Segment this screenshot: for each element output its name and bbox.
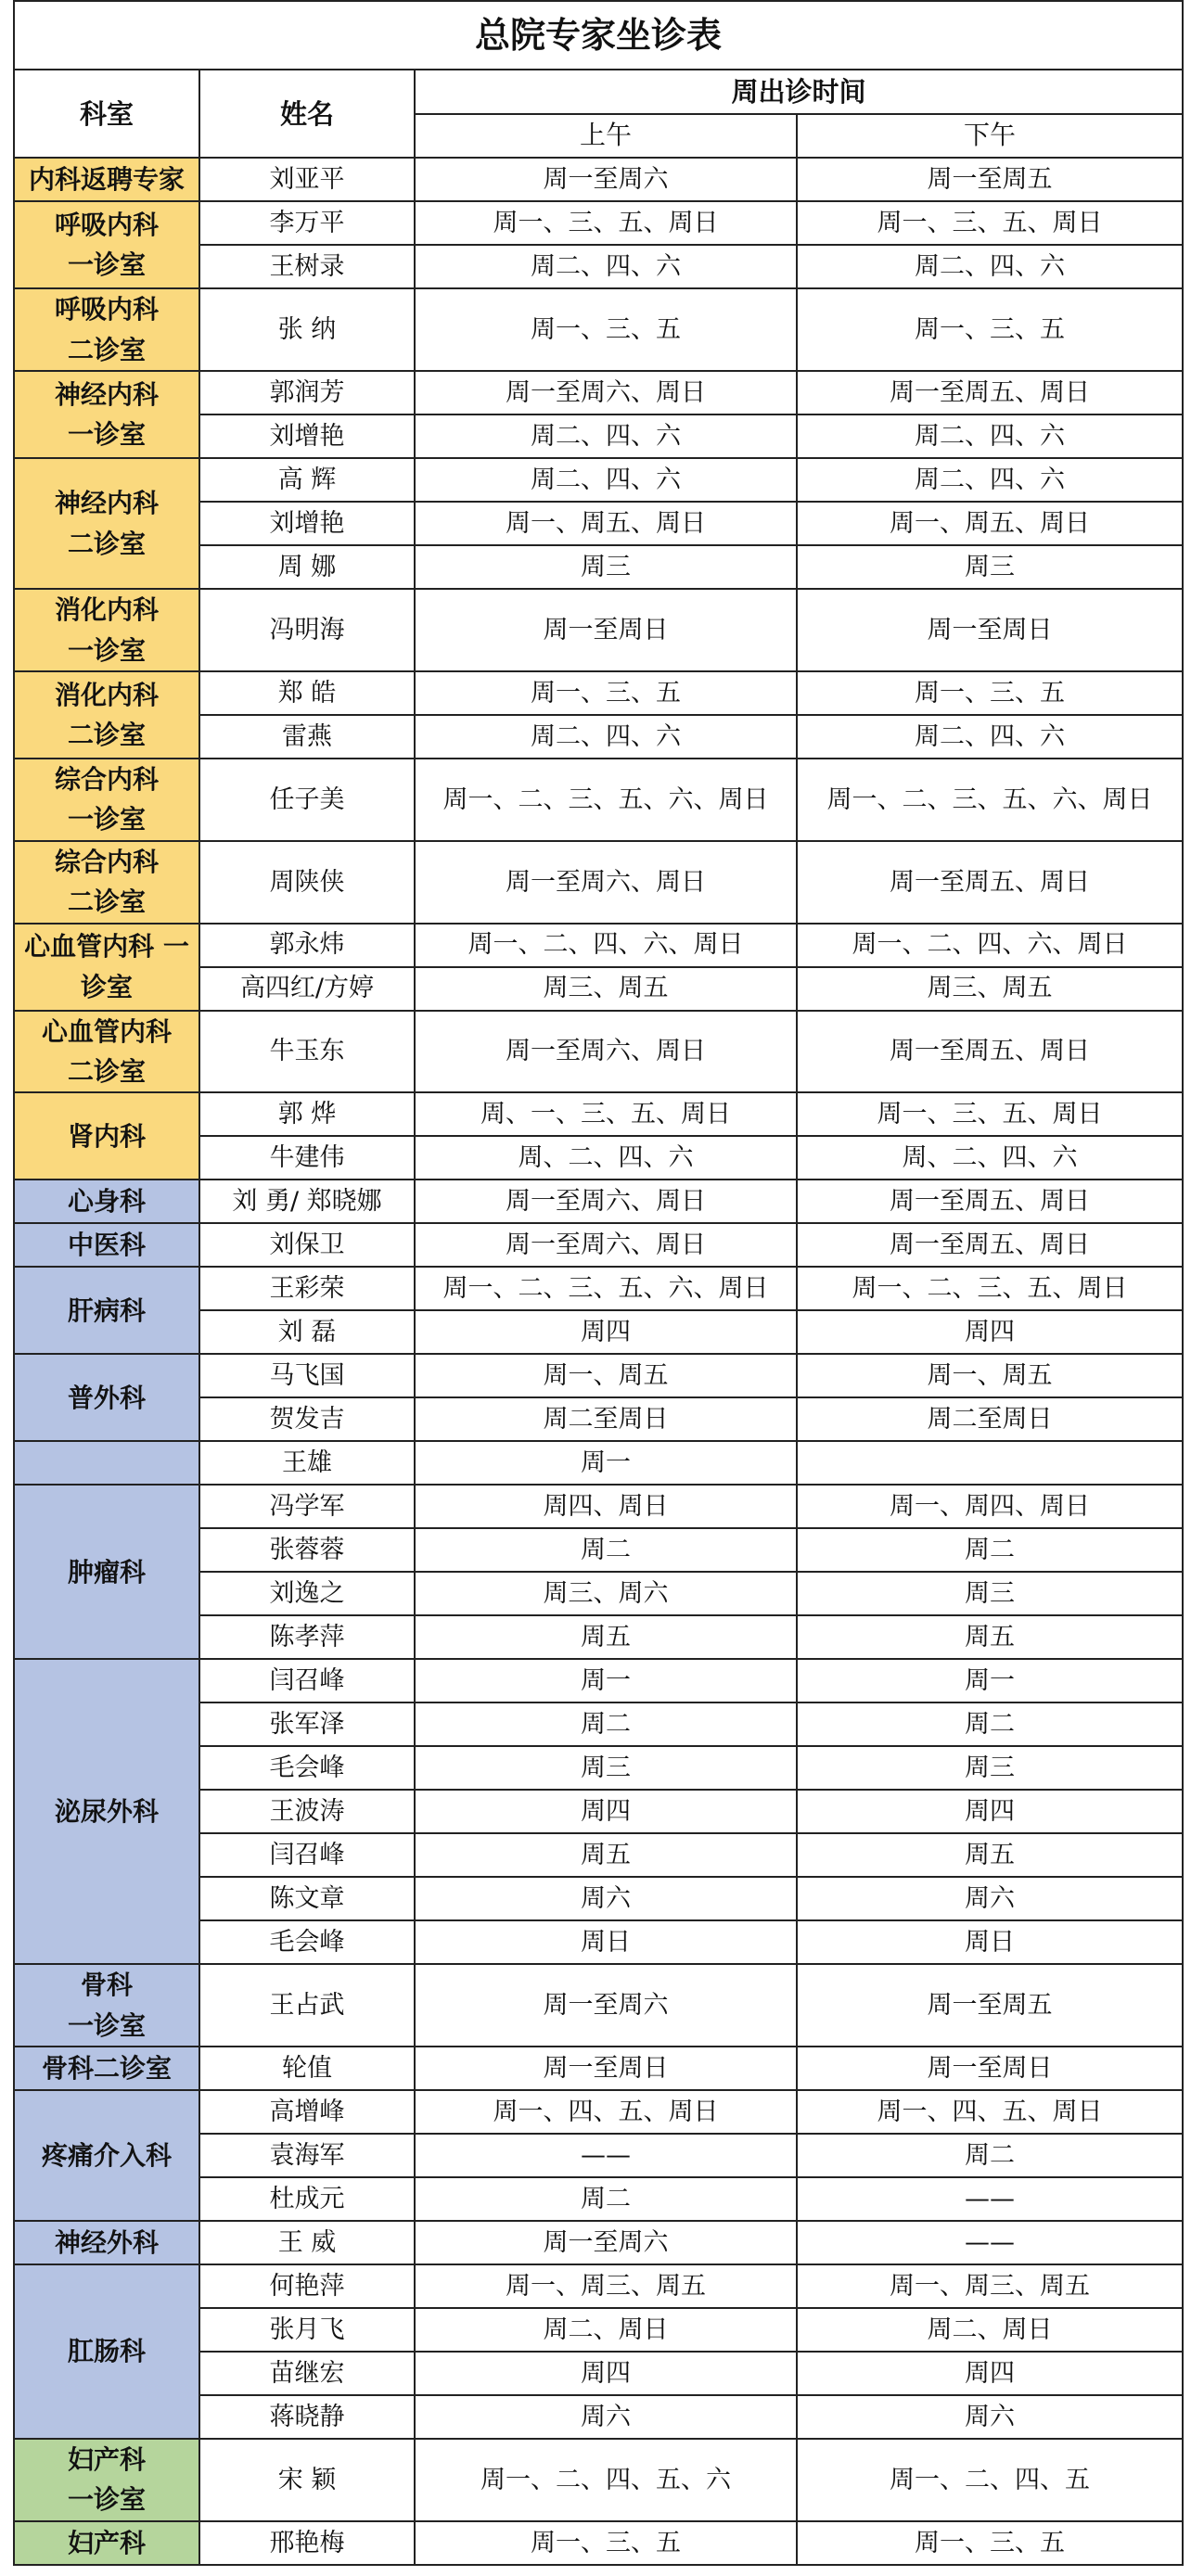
morning-cell: 周四 <box>415 2352 797 2395</box>
table-row <box>14 2221 1183 2264</box>
morning-cell: 周一至周六、周日 <box>415 1223 797 1267</box>
afternoon-cell: 周一至周五、周日 <box>797 1180 1183 1223</box>
doctor-name-cell: 张 纳 <box>199 288 415 371</box>
doctor-name-cell: 郭永炜 <box>199 924 415 967</box>
afternoon-cell: 周二 <box>797 1528 1183 1572</box>
table-row <box>14 1223 1183 1267</box>
doctor-name-cell: 王波涛 <box>199 1790 415 1833</box>
morning-cell: —— <box>415 2134 797 2177</box>
morning-cell: 周二 <box>415 2177 797 2221</box>
doctor-name-cell: 邢艳梅 <box>199 2521 415 2565</box>
afternoon-cell: 周一至周五 <box>797 1964 1183 2047</box>
dept-cell: 骨科二诊室 <box>14 2047 199 2090</box>
table-row <box>14 1354 1183 1397</box>
afternoon-cell: 周二至周日 <box>797 1397 1183 1441</box>
morning-cell: 周三 <box>415 545 797 589</box>
morning-cell: 周一至周六 <box>415 2221 797 2264</box>
morning-cell: 周一、二、三、五、六、周日 <box>415 759 797 841</box>
morning-cell: 周五 <box>415 1833 797 1877</box>
doctor-name-cell: 宋 颖 <box>199 2439 415 2521</box>
dept-cell <box>14 1441 199 1485</box>
afternoon-cell: 周一、周五 <box>797 1354 1183 1397</box>
morning-cell: 周二、周日 <box>415 2308 797 2352</box>
afternoon-cell: 周一 <box>797 1659 1183 1702</box>
doctor-name-cell: 高增峰 <box>199 2090 415 2134</box>
afternoon-cell: 周四 <box>797 1790 1183 1833</box>
morning-cell: 周一、四、五、周日 <box>415 2090 797 2134</box>
table-row <box>14 1659 1183 1702</box>
morning-cell: 周一、周三、周五 <box>415 2264 797 2308</box>
afternoon-cell: 周一、四、五、周日 <box>797 2090 1183 2134</box>
doctor-name-cell: 王雄 <box>199 1441 415 1485</box>
schedule-sheet <box>13 0 1182 2576</box>
header-dept: 科室 <box>14 70 199 158</box>
morning-cell: 周一、周五、周日 <box>415 502 797 545</box>
table-row <box>14 1092 1183 1136</box>
morning-cell: 周一、二、三、五、六、周日 <box>415 1267 797 1310</box>
table-row <box>14 1441 1183 1485</box>
table-row <box>14 201 1183 245</box>
morning-cell: 周一、三、五 <box>415 671 797 715</box>
table-row <box>14 158 1183 201</box>
morning-cell: 周、二、四、六 <box>415 1136 797 1180</box>
morning-cell: 周、一、三、五、周日 <box>415 1092 797 1136</box>
doctor-name-cell: 周 娜 <box>199 545 415 589</box>
dept-cell: 肛肠科 <box>14 2264 199 2439</box>
table-row <box>14 288 1183 371</box>
doctor-name-cell: 毛会峰 <box>199 1746 415 1790</box>
doctor-name-cell: 杜成元 <box>199 2177 415 2221</box>
afternoon-cell: 周三 <box>797 545 1183 589</box>
afternoon-cell: 周六 <box>797 1877 1183 1920</box>
morning-cell: 周一、三、五 <box>415 288 797 371</box>
morning-cell: 周三、周六 <box>415 1572 797 1615</box>
dept-cell: 心血管内科 一 诊室 <box>14 924 199 1011</box>
afternoon-cell: 周四 <box>797 1310 1183 1354</box>
doctor-name-cell: 刘增艳 <box>199 414 415 458</box>
morning-cell: 周一、周五 <box>415 1354 797 1397</box>
doctor-name-cell: 雷燕 <box>199 715 415 759</box>
morning-cell: 周一、三、五、周日 <box>415 201 797 245</box>
dept-cell: 消化内科 二诊室 <box>14 671 199 759</box>
morning-cell: 周四 <box>415 1310 797 1354</box>
afternoon-cell: 周一、三、五 <box>797 288 1183 371</box>
afternoon-cell: 周一至周五 <box>797 158 1183 201</box>
table-row <box>14 1180 1183 1223</box>
afternoon-cell: 周一、二、四、五 <box>797 2439 1183 2521</box>
table-row <box>14 2439 1183 2521</box>
morning-cell: 周四 <box>415 1790 797 1833</box>
morning-cell: 周二、四、六 <box>415 715 797 759</box>
doctor-name-cell: 刘逸之 <box>199 1572 415 1615</box>
afternoon-cell: 周一、三、五 <box>797 2521 1183 2565</box>
afternoon-cell: 周一至周日 <box>797 2047 1183 2090</box>
dept-cell: 神经外科 <box>14 2221 199 2264</box>
table-row <box>14 458 1183 502</box>
doctor-name-cell: 刘 勇/ 郑晓娜 <box>199 1180 415 1223</box>
morning-cell: 周一至周六、周日 <box>415 1011 797 1093</box>
dept-cell: 神经内科 二诊室 <box>14 458 199 589</box>
morning-cell: 周一至周日 <box>415 2047 797 2090</box>
doctor-name-cell: 陈文章 <box>199 1877 415 1920</box>
afternoon-cell: 周五 <box>797 1833 1183 1877</box>
doctor-name-cell: 郭润芳 <box>199 371 415 414</box>
afternoon-cell: 周一、三、五、周日 <box>797 1092 1183 1136</box>
afternoon-cell: 周六 <box>797 2395 1183 2439</box>
afternoon-cell: 周三 <box>797 1746 1183 1790</box>
doctor-name-cell: 冯学军 <box>199 1485 415 1528</box>
table-row <box>14 1964 1183 2047</box>
doctor-name-cell: 刘保卫 <box>199 1223 415 1267</box>
table-row <box>14 759 1183 841</box>
morning-cell: 周日 <box>415 1920 797 1964</box>
afternoon-cell: 周一、三、五、周日 <box>797 201 1183 245</box>
dept-cell: 妇产科 一诊室 <box>14 2439 199 2521</box>
table-row <box>14 1011 1183 1093</box>
dept-cell: 心血管内科 二诊室 <box>14 1011 199 1093</box>
morning-cell: 周一、二、四、五、六 <box>415 2439 797 2521</box>
morning-cell: 周一至周六、周日 <box>415 841 797 924</box>
afternoon-cell: 周三 <box>797 1572 1183 1615</box>
afternoon-cell: 周二、周日 <box>797 2308 1183 2352</box>
table-row <box>14 1267 1183 1310</box>
morning-cell: 周二至周日 <box>415 1397 797 1441</box>
doctor-name-cell: 郭 烨 <box>199 1092 415 1136</box>
doctor-name-cell: 蒋晓静 <box>199 2395 415 2439</box>
morning-cell: 周一、二、四、六、周日 <box>415 924 797 967</box>
doctor-name-cell: 刘 磊 <box>199 1310 415 1354</box>
morning-cell: 周二 <box>415 1528 797 1572</box>
dept-cell: 普外科 <box>14 1354 199 1441</box>
afternoon-cell: 周二 <box>797 1702 1183 1746</box>
doctor-name-cell: 牛建伟 <box>199 1136 415 1180</box>
afternoon-cell: —— <box>797 2221 1183 2264</box>
table-row <box>14 2264 1183 2308</box>
doctor-name-cell: 闫召峰 <box>199 1833 415 1877</box>
doctor-name-cell: 刘亚平 <box>199 158 415 201</box>
afternoon-cell: 周三、周五 <box>797 967 1183 1011</box>
doctor-name-cell: 毛会峰 <box>199 1920 415 1964</box>
afternoon-cell: 周一、二、四、六、周日 <box>797 924 1183 967</box>
afternoon-cell: 周一至周五、周日 <box>797 1011 1183 1093</box>
doctor-name-cell: 袁海军 <box>199 2134 415 2177</box>
afternoon-cell: 周一、二、三、五、周日 <box>797 1267 1183 1310</box>
afternoon-cell: 周、二、四、六 <box>797 1136 1183 1180</box>
morning-cell: 周一、三、五 <box>415 2521 797 2565</box>
doctor-name-cell: 贺发吉 <box>199 1397 415 1441</box>
dept-cell: 呼吸内科 一诊室 <box>14 201 199 288</box>
table-row <box>14 2090 1183 2134</box>
doctor-name-cell: 高 辉 <box>199 458 415 502</box>
dept-cell: 肝病科 <box>14 1267 199 1354</box>
doctor-name-cell: 王 威 <box>199 2221 415 2264</box>
table-row <box>14 589 1183 671</box>
afternoon-cell: 周二、四、六 <box>797 715 1183 759</box>
morning-cell: 周六 <box>415 1877 797 1920</box>
table-row <box>14 371 1183 414</box>
morning-cell: 周一至周日 <box>415 589 797 671</box>
table-row <box>14 2047 1183 2090</box>
header-pm: 下午 <box>797 114 1183 158</box>
morning-cell: 周三 <box>415 1746 797 1790</box>
doctor-name-cell: 刘增艳 <box>199 502 415 545</box>
doctor-name-cell: 轮值 <box>199 2047 415 2090</box>
afternoon-cell: 周二、四、六 <box>797 245 1183 288</box>
morning-cell: 周一至周六 <box>415 158 797 201</box>
morning-cell: 周一至周六 <box>415 1964 797 2047</box>
morning-cell: 周二、四、六 <box>415 458 797 502</box>
morning-cell: 周五 <box>415 1615 797 1659</box>
dept-cell: 中医科 <box>14 1223 199 1267</box>
doctor-name-cell: 张月飞 <box>199 2308 415 2352</box>
afternoon-cell <box>797 1441 1183 1485</box>
dept-cell: 疼痛介入科 <box>14 2090 199 2221</box>
header-name: 姓名 <box>199 70 415 158</box>
dept-cell: 综合内科 一诊室 <box>14 759 199 841</box>
morning-cell: 周四、周日 <box>415 1485 797 1528</box>
doctor-name-cell: 王树录 <box>199 245 415 288</box>
afternoon-cell: 周一、周三、周五 <box>797 2264 1183 2308</box>
doctor-name-cell: 苗继宏 <box>199 2352 415 2395</box>
dept-cell: 内科返聘专家 <box>14 158 199 201</box>
afternoon-cell: 周一、周四、周日 <box>797 1485 1183 1528</box>
table-row <box>14 1485 1183 1528</box>
dept-cell: 呼吸内科 二诊室 <box>14 288 199 371</box>
doctor-name-cell: 高四红/方婷 <box>199 967 415 1011</box>
table-row <box>14 841 1183 924</box>
afternoon-cell: 周日 <box>797 1920 1183 1964</box>
table-row <box>14 924 1183 967</box>
morning-cell: 周二、四、六 <box>415 414 797 458</box>
morning-cell: 周三、周五 <box>415 967 797 1011</box>
doctor-name-cell: 周陕侠 <box>199 841 415 924</box>
morning-cell: 周二、四、六 <box>415 245 797 288</box>
morning-cell: 周一 <box>415 1441 797 1485</box>
doctor-name-cell: 任子美 <box>199 759 415 841</box>
afternoon-cell: 周二、四、六 <box>797 458 1183 502</box>
afternoon-cell: 周一、周五、周日 <box>797 502 1183 545</box>
afternoon-cell: 周一至周五、周日 <box>797 841 1183 924</box>
doctor-name-cell: 张蓉蓉 <box>199 1528 415 1572</box>
morning-cell: 周一至周六、周日 <box>415 1180 797 1223</box>
dept-cell: 肾内科 <box>14 1092 199 1180</box>
header-am: 上午 <box>415 114 797 158</box>
doctor-name-cell: 李万平 <box>199 201 415 245</box>
table-row <box>14 2521 1183 2565</box>
afternoon-cell: 周二 <box>797 2134 1183 2177</box>
doctor-name-cell: 郑 皓 <box>199 671 415 715</box>
morning-cell: 周一 <box>415 1659 797 1702</box>
dept-cell: 肿瘤科 <box>14 1485 199 1659</box>
schedule-body <box>14 158 1183 2564</box>
afternoon-cell: 周二、四、六 <box>797 414 1183 458</box>
doctor-name-cell: 王占武 <box>199 1964 415 2047</box>
dept-cell: 心身科 <box>14 1180 199 1223</box>
afternoon-cell: 周一、三、五 <box>797 671 1183 715</box>
dept-cell: 泌尿外科 <box>14 1659 199 1964</box>
dept-cell: 神经内科 一诊室 <box>14 371 199 458</box>
doctor-name-cell: 陈孝萍 <box>199 1615 415 1659</box>
doctor-name-cell: 张军泽 <box>199 1702 415 1746</box>
afternoon-cell: 周一至周五、周日 <box>797 371 1183 414</box>
dept-cell: 消化内科 一诊室 <box>14 589 199 671</box>
doctor-name-cell: 王彩荣 <box>199 1267 415 1310</box>
morning-cell: 周六 <box>415 2395 797 2439</box>
doctor-name-cell: 冯明海 <box>199 589 415 671</box>
afternoon-cell: 周四 <box>797 2352 1183 2395</box>
header-schedule: 周出诊时间 <box>415 70 1183 114</box>
dept-cell: 综合内科 二诊室 <box>14 841 199 924</box>
morning-cell: 周一至周六、周日 <box>415 371 797 414</box>
table-row <box>14 671 1183 715</box>
afternoon-cell: 周一、二、三、五、六、周日 <box>797 759 1183 841</box>
page-title: 总院专家坐诊表 <box>14 1 1183 70</box>
doctor-name-cell: 闫召峰 <box>199 1659 415 1702</box>
dept-cell: 骨科 一诊室 <box>14 1964 199 2047</box>
doctor-name-cell: 马飞国 <box>199 1354 415 1397</box>
afternoon-cell: 周五 <box>797 1615 1183 1659</box>
doctor-name-cell: 牛玉东 <box>199 1011 415 1093</box>
afternoon-cell: 周一至周五、周日 <box>797 1223 1183 1267</box>
afternoon-cell: 周一至周日 <box>797 589 1183 671</box>
dept-cell: 妇产科 <box>14 2521 199 2565</box>
morning-cell: 周二 <box>415 1702 797 1746</box>
schedule-table <box>13 0 1184 2566</box>
doctor-name-cell: 何艳萍 <box>199 2264 415 2308</box>
afternoon-cell: —— <box>797 2177 1183 2221</box>
